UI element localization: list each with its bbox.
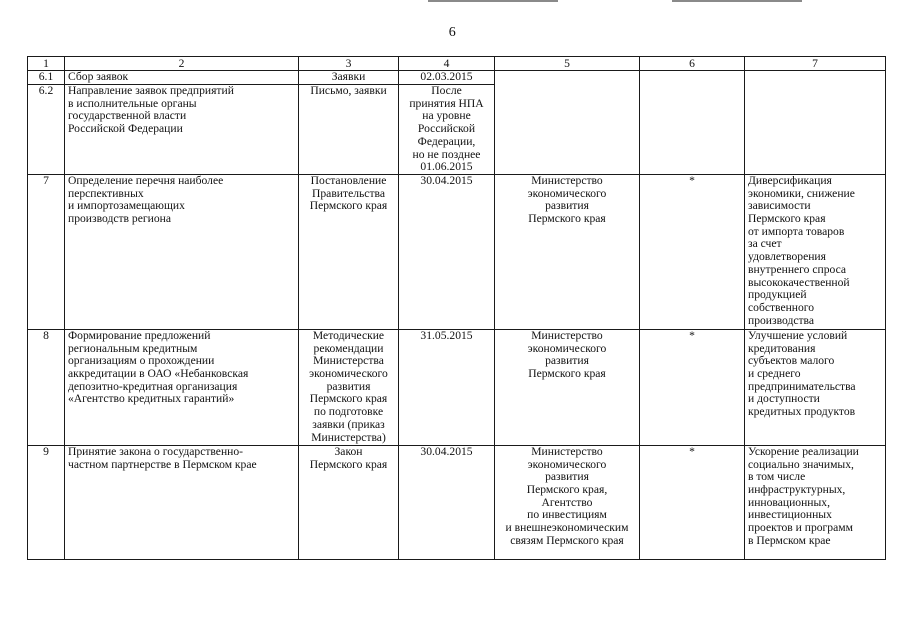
deadline-cell: После принятия НПА на уровне Российской Федерации, но не позднее 01.06.2015: [399, 85, 495, 175]
column-header: 5: [495, 57, 640, 71]
measures-table: [27, 56, 886, 560]
responsible-cell: [495, 71, 640, 85]
table-row: [28, 85, 886, 175]
responsible-cell: Министерство экономического развития Пермского края: [495, 329, 640, 445]
column-header: 2: [65, 57, 299, 71]
result-cell: Диверсификация экономики, снижение зависимости Пермского края от импорта товаров за счет удовлетворения внутреннего спроса высококачественной продукцией собственного производства: [745, 174, 886, 329]
deadline-cell: 31.05.2015: [399, 329, 495, 445]
document-form-cell: Постановление Правительства Пермского края: [299, 174, 399, 329]
column-6-cell: *: [640, 445, 745, 559]
deadline-cell: 30.04.2015: [399, 174, 495, 329]
action-cell: Формирование предложений региональным кредитным организациям о прохождении аккредитации в ОАО «Небанковская депозитно-кредитная организация «Агентство кредитных гарантий»: [65, 329, 299, 445]
result-cell: [745, 85, 886, 175]
column-header: 1: [28, 57, 65, 71]
result-cell: Ускорение реализации социально значимых, в том числе инфраструктурных, инновационных, инвестиционных проектов и программ в Пермском крае: [745, 445, 886, 559]
document-form-cell: Методические рекомендации Министерства экономического развития Пермского края по подготовке заявки (приказ Министерства): [299, 329, 399, 445]
responsible-cell: Министерство экономического развития Пермского края, Агентство по инвестициям и внешнеэкономическим связям Пермского края: [495, 445, 640, 559]
scan-top-rule-left: [428, 0, 558, 2]
column-6-cell: *: [640, 329, 745, 445]
column-header: 7: [745, 57, 886, 71]
column-header: 6: [640, 57, 745, 71]
action-cell: Определение перечня наиболее перспективных и импортозамещающих производств региона: [65, 174, 299, 329]
row-number: 7: [28, 174, 65, 329]
responsible-cell: Министерство экономического развития Пермского края: [495, 174, 640, 329]
table-row: [28, 329, 886, 445]
table-row: [28, 71, 886, 85]
document-form-cell: Закон Пермского края: [299, 445, 399, 559]
row-number: 8: [28, 329, 65, 445]
column-6-cell: [640, 71, 745, 85]
column-header: 4: [399, 57, 495, 71]
row-number: 6.1: [28, 71, 65, 85]
action-cell: Принятие закона о государственно- частном партнерстве в Пермском крае: [65, 445, 299, 559]
deadline-cell: 30.04.2015: [399, 445, 495, 559]
action-cell: Сбор заявок: [65, 71, 299, 85]
column-6-cell: *: [640, 174, 745, 329]
action-cell: Направление заявок предприятий в исполнительные органы государственной власти Российской Федерации: [65, 85, 299, 175]
row-number: 9: [28, 445, 65, 559]
column-6-cell: [640, 85, 745, 175]
row-number: 6.2: [28, 85, 65, 175]
document-form-cell: Письмо, заявки: [299, 85, 399, 175]
column-number-row: [28, 57, 886, 71]
deadline-cell: 02.03.2015: [399, 71, 495, 85]
result-cell: Улучшение условий кредитования субъектов малого и среднего предпринимательства и доступности кредитных продуктов: [745, 329, 886, 445]
table-row: [28, 174, 886, 329]
column-header: 3: [299, 57, 399, 71]
result-cell: [745, 71, 886, 85]
responsible-cell: [495, 85, 640, 175]
scan-top-rule-right: [672, 0, 802, 2]
table-row: [28, 445, 886, 559]
page-number: 6: [448, 25, 457, 40]
document-form-cell: Заявки: [299, 71, 399, 85]
